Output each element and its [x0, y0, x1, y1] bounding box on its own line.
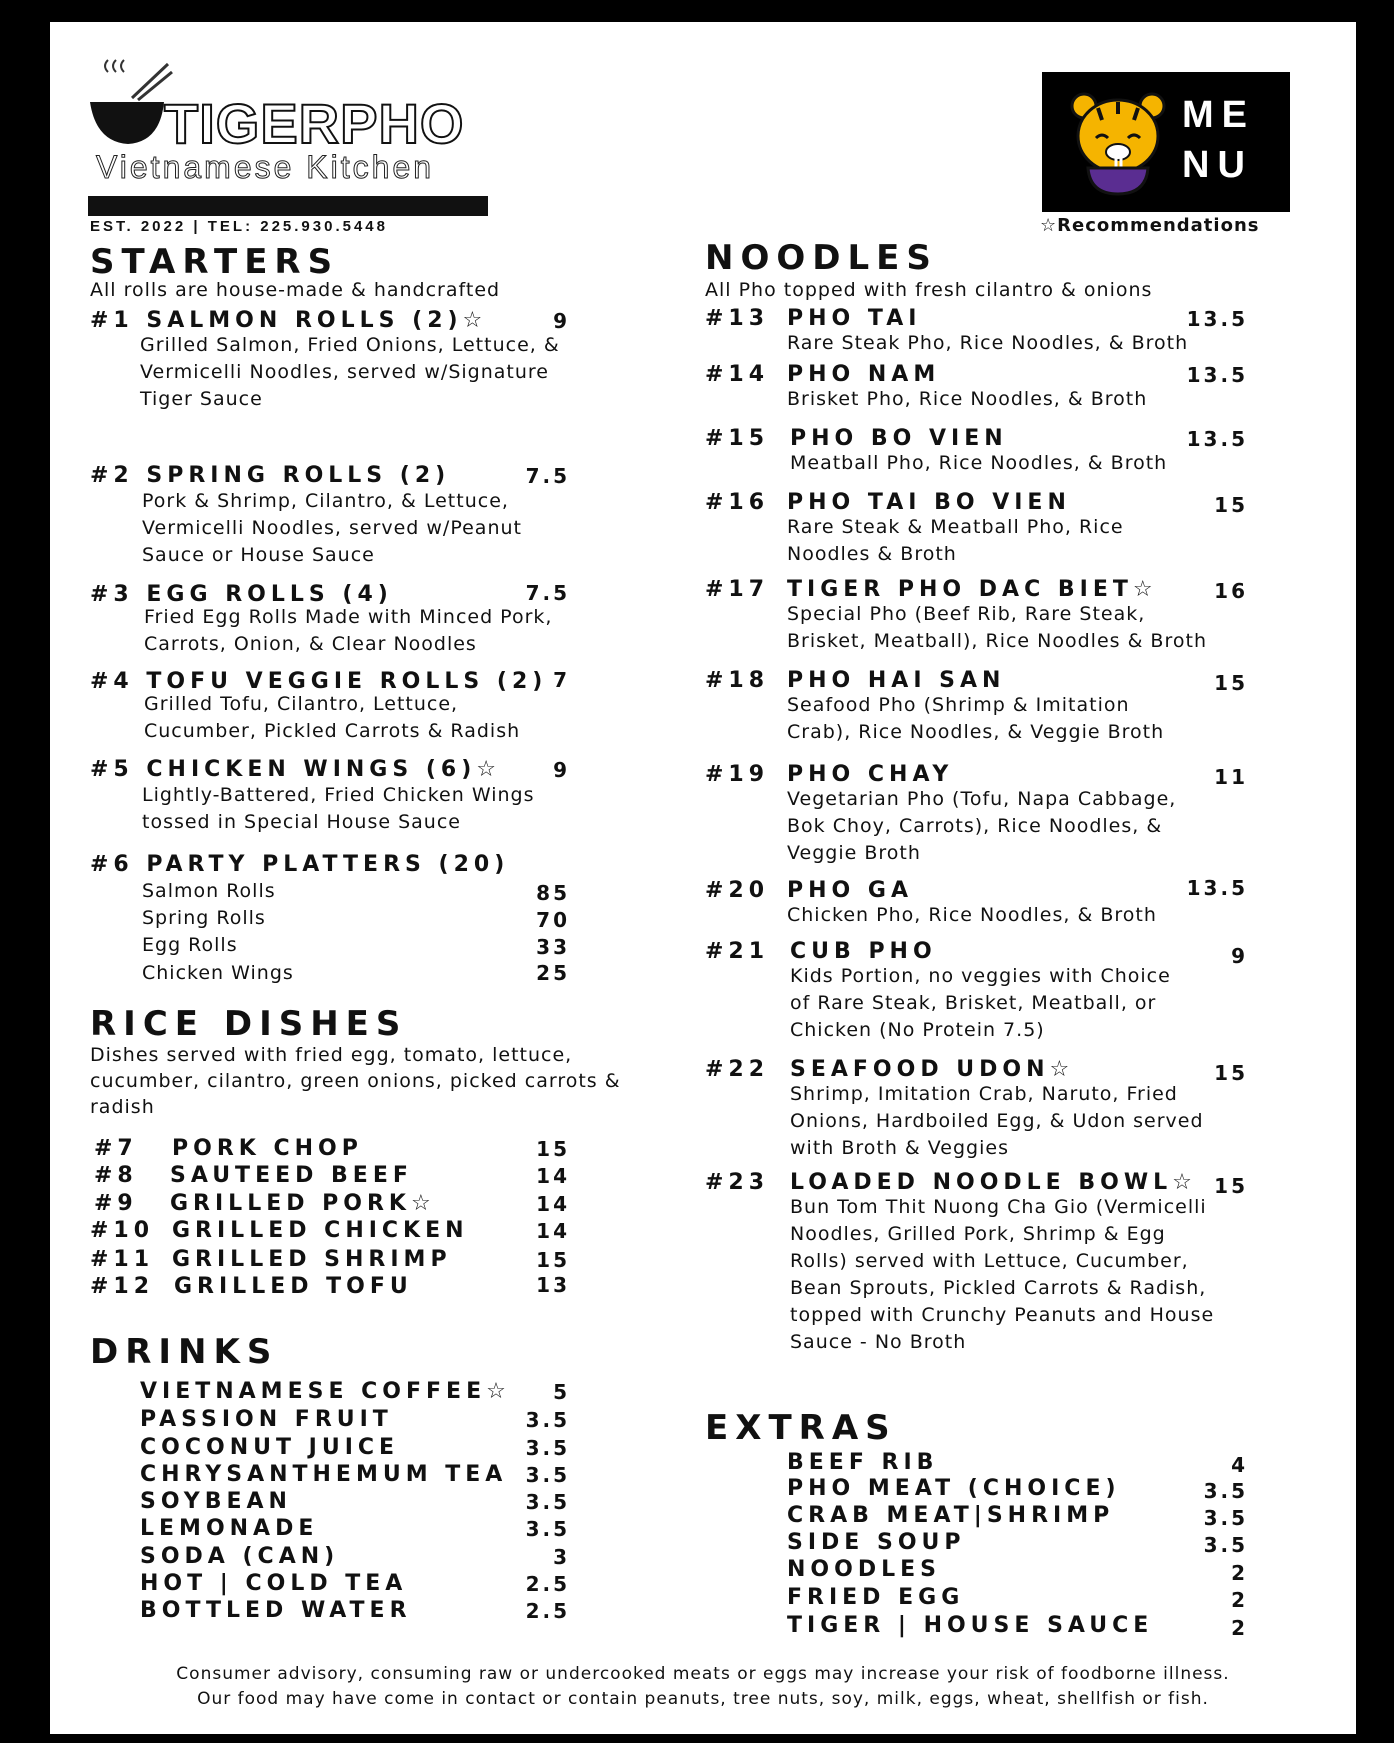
rice-name: GRILLED CHICKEN: [172, 1218, 469, 1243]
noodle-num: #16: [705, 490, 770, 515]
noodle-desc: Shrimp, Imitation Crab, Naruto, Fried Onions, Hardboiled Egg, & Udon served with Broth & Veggies: [790, 1083, 1204, 1159]
advisory-line2: Our food may have come in contact or contain peanuts, tree nuts, soy, milk, eggs, wheat, shellfish or fish.: [197, 1689, 1209, 1709]
starter-price: 9: [553, 758, 570, 782]
extra-name: NOODLES: [787, 1557, 941, 1582]
noodle-name: CUB PHO: [790, 939, 937, 964]
noodle-name: LOADED NOODLE BOWL☆: [790, 1170, 1197, 1195]
starter-title: #5 CHICKEN WINGS (6)☆: [90, 757, 502, 782]
drink-name: SOYBEAN: [140, 1489, 292, 1514]
starter-price: 9: [553, 309, 570, 333]
noodle-price: 13.5: [1186, 876, 1248, 900]
extra-name: BEEF RIB: [787, 1450, 939, 1475]
extra-price: 4: [1231, 1453, 1248, 1477]
noodle-name: SEAFOOD UDON☆: [790, 1057, 1075, 1082]
starter-title: #2 SPRING ROLLS (2): [90, 463, 451, 488]
drink-price: 3.5: [525, 1408, 570, 1432]
rice-price: 14: [536, 1219, 570, 1243]
drink-price: 3.5: [525, 1490, 570, 1514]
logo-bar: [88, 196, 488, 216]
extra-price: 3.5: [1203, 1479, 1248, 1503]
recommendations-legend: ☆Recommendations: [1040, 215, 1260, 236]
noodle-desc: Vegetarian Pho (Tofu, Napa Cabbage, Bok Choy, Carrots), Rice Noodles, & Veggie Broth: [787, 788, 1177, 864]
badge-line2: NU: [1182, 144, 1253, 186]
extra-name: CRAB MEAT|SHRIMP: [787, 1503, 1115, 1528]
drink-name: HOT | COLD TEA: [140, 1571, 408, 1596]
brand-tagline: Vietnamese Kitchen: [96, 149, 435, 185]
noodle-desc: Seafood Pho (Shrimp & Imitation Crab), Rice Noodles, & Veggie Broth: [787, 694, 1165, 743]
noodle-desc: Bun Tom Thit Nuong Cha Gio (Vermicelli Noodles, Grilled Pork, Shrimp & Egg Rolls) served with Lettuce, Cucumber, Bean Sprouts, Pickled Carrots & Radish, topped with Crunchy Peanuts and House Sauce - No Broth: [790, 1196, 1215, 1353]
starters-heading: STARTERS: [90, 242, 340, 282]
platter-price: 25: [536, 961, 570, 985]
starter-title: #3 EGG ROLLS (4): [90, 582, 393, 607]
noodle-num: #20: [705, 878, 770, 903]
extra-price: 2: [1231, 1561, 1248, 1585]
starter-price: 7: [553, 668, 570, 692]
noodle-desc: Special Pho (Beef Rib, Rare Steak, Brisket, Meatball), Rice Noodles & Broth: [787, 603, 1207, 652]
rice-num: #7: [94, 1136, 138, 1161]
platter-name: Chicken Wings: [142, 962, 294, 984]
noodle-desc: Chicken Pho, Rice Noodles, & Broth: [787, 904, 1157, 926]
drink-price: 5: [553, 1380, 570, 1404]
extra-price: 3.5: [1203, 1506, 1248, 1530]
drink-name: VIETNAMESE COFFEE☆: [140, 1379, 511, 1404]
rice-price: 14: [536, 1164, 570, 1188]
extras-heading: EXTRAS: [705, 1408, 897, 1448]
noodle-num: #13: [705, 306, 770, 331]
noodle-num: #15: [705, 426, 770, 451]
rice-price: 13: [536, 1273, 570, 1297]
noodle-num: #17: [705, 577, 770, 602]
extra-name: FRIED EGG: [787, 1585, 965, 1610]
noodle-num: #18: [705, 668, 770, 693]
rice-num: #9: [94, 1191, 138, 1216]
drink-price: 3.5: [525, 1436, 570, 1460]
menu-badge: [1042, 72, 1290, 212]
noodle-name: PHO NAM: [787, 362, 941, 387]
drink-name: PASSION FRUIT: [140, 1407, 393, 1432]
extra-name: PHO MEAT (CHOICE): [787, 1476, 1121, 1501]
platter-price: 85: [536, 881, 570, 905]
brand-name: TIGERPHO: [164, 92, 465, 155]
starter-price: 7.5: [525, 464, 570, 488]
drink-price: 2.5: [525, 1572, 570, 1596]
noodle-name: PHO HAI SAN: [787, 668, 1006, 693]
starter-desc: Grilled Salmon, Fried Onions, Lettuce, & Vermicelli Noodles, served w/Signature Tiger Sauce: [140, 334, 560, 410]
noodles-note: All Pho topped with fresh cilantro & onions: [705, 279, 1153, 301]
drink-name: COCONUT JUICE: [140, 1435, 400, 1460]
rice-note: Dishes served with fried egg, tomato, lettuce, cucumber, cilantro, green onions, picked carrots & radish: [90, 1044, 621, 1118]
drink-price: 3: [553, 1545, 570, 1569]
noodle-num: #14: [705, 362, 770, 387]
drink-name: BOTTLED WATER: [140, 1598, 412, 1623]
noodle-price: 16: [1214, 579, 1248, 603]
noodle-price: 15: [1214, 671, 1248, 695]
noodle-desc: Rare Steak Pho, Rice Noodles, & Broth: [787, 332, 1189, 354]
platter-name: Egg Rolls: [142, 934, 238, 956]
noodle-desc: Brisket Pho, Rice Noodles, & Broth: [787, 388, 1148, 410]
noodle-price: 13.5: [1186, 427, 1248, 451]
drinks-heading: DRINKS: [90, 1332, 279, 1372]
noodle-name: PHO CHAY: [787, 762, 954, 787]
rice-num: #8: [94, 1163, 138, 1188]
consumer-advisory: [50, 1662, 1356, 1712]
noodle-price: 15: [1214, 1061, 1248, 1085]
platter-price: 70: [536, 908, 570, 932]
extra-price: 2: [1231, 1616, 1248, 1640]
noodle-name: PHO TAI: [787, 306, 922, 331]
badge-line1: ME: [1182, 94, 1255, 136]
noodle-price: 13.5: [1186, 307, 1248, 331]
drink-name: LEMONADE: [140, 1516, 319, 1541]
drink-name: SODA (CAN): [140, 1544, 340, 1569]
platter-name: Salmon Rolls: [142, 880, 276, 902]
noodle-desc: Meatball Pho, Rice Noodles, & Broth: [790, 452, 1168, 474]
drink-price: 3.5: [525, 1517, 570, 1541]
noodle-name: PHO BO VIEN: [790, 426, 1008, 451]
advisory-line1: Consumer advisory, consuming raw or undercooked meats or eggs may increase your risk of foodborne illness.: [176, 1664, 1230, 1684]
extra-name: TIGER | HOUSE SAUCE: [787, 1613, 1154, 1638]
noodle-num: #21: [705, 939, 770, 964]
menu-page: [50, 22, 1356, 1734]
est-line: EST. 2022 | TEL: 225.930.5448: [90, 218, 388, 235]
rice-num: #10: [90, 1218, 155, 1243]
noodle-name: TIGER PHO DAC BIET☆: [787, 577, 1158, 602]
extra-price: 3.5: [1203, 1533, 1248, 1557]
noodle-price: 11: [1214, 765, 1248, 789]
brand-logo: [88, 58, 498, 235]
extra-name: SIDE SOUP: [787, 1530, 966, 1555]
noodle-price: 9: [1231, 944, 1248, 968]
starter-title: #4 TOFU VEGGIE ROLLS (2): [90, 669, 548, 694]
noodle-desc: Rare Steak & Meatball Pho, Rice Noodles & Broth: [787, 516, 1124, 565]
starter-desc: Grilled Tofu, Cilantro, Lettuce, Cucumber, Pickled Carrots & Radish: [144, 693, 521, 742]
noodles-heading: NOODLES: [705, 238, 938, 278]
noodle-price: 15: [1214, 493, 1248, 517]
rice-price: 14: [536, 1192, 570, 1216]
rice-name: PORK CHOP: [172, 1136, 363, 1161]
rice-heading: RICE DISHES: [90, 1004, 408, 1044]
rice-num: #11: [90, 1247, 155, 1272]
noodle-num: #19: [705, 762, 770, 787]
noodle-name: PHO GA: [787, 878, 913, 903]
noodle-price: 15: [1214, 1174, 1248, 1198]
rice-name: SAUTEED BEEF: [170, 1163, 413, 1188]
noodle-desc: Kids Portion, no veggies with Choice of Rare Steak, Brisket, Meatball, or Chicken (No Protein 7.5): [790, 965, 1171, 1041]
drink-name: CHRYSANTHEMUM TEA: [140, 1462, 508, 1487]
starters-note: All rolls are house-made & handcrafted: [90, 279, 501, 301]
noodle-num: #23: [705, 1170, 770, 1195]
starter-title: #1 SALMON ROLLS (2)☆: [90, 308, 488, 333]
rice-name: GRILLED TOFU: [174, 1274, 413, 1299]
starter-price: 7.5: [525, 581, 570, 605]
noodle-price: 13.5: [1186, 363, 1248, 387]
rice-price: 15: [536, 1248, 570, 1272]
extra-price: 2: [1231, 1588, 1248, 1612]
platter-name: Spring Rolls: [142, 907, 266, 929]
tiger-mascot-icon: [1068, 88, 1168, 196]
noodle-num: #22: [705, 1057, 770, 1082]
starter-desc: Fried Egg Rolls Made with Minced Pork, Carrots, Onion, & Clear Noodles: [144, 606, 553, 655]
rice-name: GRILLED SHRIMP: [172, 1247, 452, 1272]
rice-price: 15: [536, 1137, 570, 1161]
drink-price: 2.5: [525, 1599, 570, 1623]
starter-desc: Lightly-Battered, Fried Chicken Wings tossed in Special House Sauce: [142, 784, 535, 833]
platter-price: 33: [536, 935, 570, 959]
noodle-name: PHO TAI BO VIEN: [787, 490, 1071, 515]
drink-price: 3.5: [525, 1463, 570, 1487]
rice-name: GRILLED PORK☆: [170, 1191, 436, 1216]
starter-desc: Pork & Shrimp, Cilantro, & Lettuce, Vermicelli Noodles, served w/Peanut Sauce or House Sauce: [142, 490, 522, 566]
rice-num: #12: [90, 1274, 155, 1299]
starter-title: #6 PARTY PLATTERS (20): [90, 852, 510, 877]
